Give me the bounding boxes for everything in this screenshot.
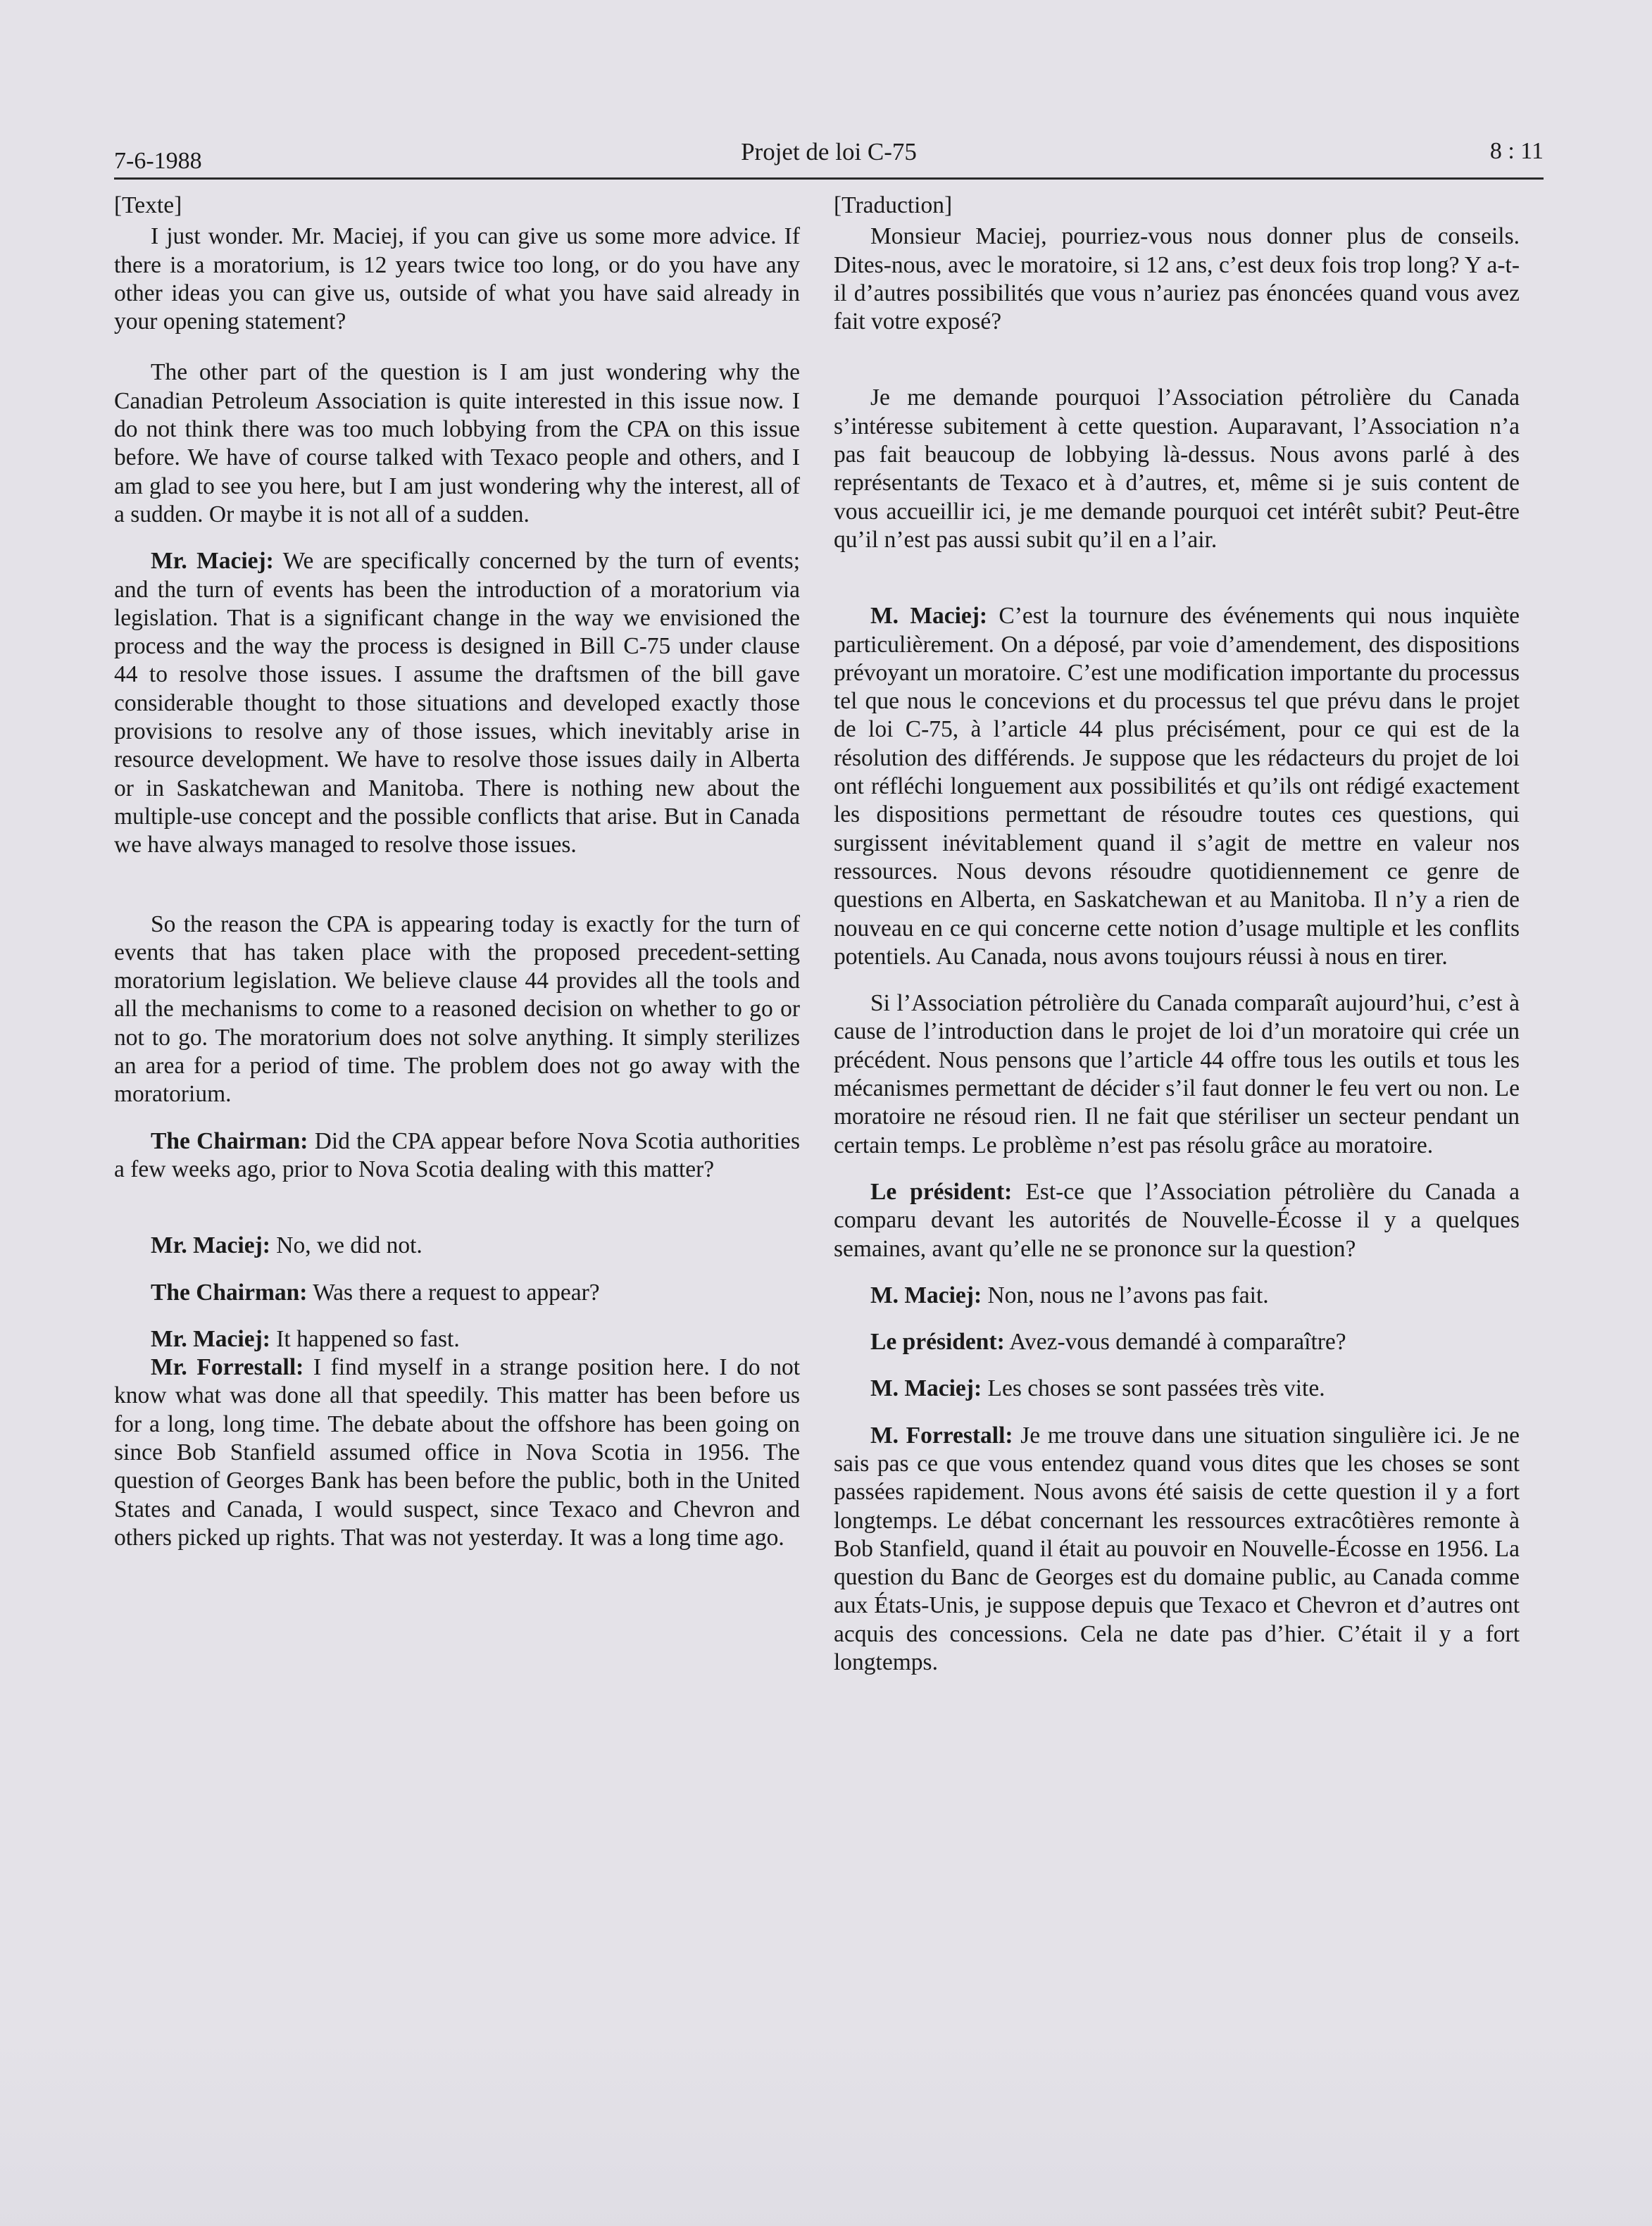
speaker-name: M. Maciej: (870, 603, 988, 630)
texte-label: [Texte] (114, 192, 182, 218)
traduction-label: [Traduction] (834, 192, 953, 218)
page-shadow (0, 2028, 1652, 2226)
speaker-name: M. Maciej: (870, 1375, 982, 1402)
paragraph (834, 1422, 1520, 1677)
paragraph-text: Monsieur Maciej, pourriez-vous nous donner plus de conseils. Dites-nous, avec le moratoire, si 12 ans, c’est deux fois trop long? Y a-t-il d’autres possibilités que vous n’auriez pas énoncées quand vous avez fait votre exposé? (834, 223, 1520, 335)
page-header (114, 138, 1544, 180)
paragraph (114, 1232, 800, 1260)
speaker-name: Mr. Maciej: (151, 548, 274, 575)
paragraph-text: I just wonder. Mr. Maciej, if you can give us some more advice. If there is a moratorium, is 12 years twice too long, or do you have any other ideas you can give us, outside of what you have said already in your opening statement? (114, 223, 800, 335)
paragraph-text: The other part of the question is I am just wondering why the Canadian Petroleum Association is quite interested in this issue now. I do not think there was too much lobbying from the CPA on this issue before. We have of course talked with Texaco people and others, and I am glad to see you here, but I am just wondering why the interest, all of a sudden. Or maybe it is not all of a sudden. (114, 359, 800, 527)
paragraph (114, 1353, 800, 1552)
paragraph-text: Est-ce que l’Association pétrolière du Canada a comparu devant les autorités de Nouvelle-Écosse il y a quelques semaines, avant qu’elle ne se prononce sur la question? (834, 1178, 1520, 1262)
paragraph-text: Non, nous ne l’avons pas fait. (987, 1282, 1269, 1308)
speaker-name: Le président: (870, 1178, 1013, 1205)
speaker-name: Mr. Maciej: (151, 1325, 270, 1352)
speaker-name: The Chairman: (151, 1127, 308, 1154)
right-column-french (834, 192, 1520, 1677)
header-title: Projet de loi C-75 (741, 138, 917, 165)
paragraph (114, 547, 800, 859)
paragraph (834, 1178, 1520, 1263)
paragraph (834, 1375, 1520, 1403)
paragraph-text: Les choses se sont passées très vite. (987, 1375, 1325, 1402)
paragraph (114, 1279, 800, 1307)
paragraph (834, 223, 1520, 336)
header-date: 7-6-1988 (114, 148, 202, 174)
paragraph-text: Was there a request to appear? (313, 1279, 600, 1306)
speaker-name: Mr. Maciej: (151, 1232, 270, 1259)
paragraph-text: We are specifically concerned by the turn of events; and the turn of events has been the introduction of a moratorium via legislation. That is a significant change in the way we envisioned the process and the way the process is designed in Bill C-75 under clause 44 to resolve those issues. I assume the draftsmen of the bill gave considerable thought to those situations and developed exactly those provisions to resolve any of those issues, which inevitably arise in resource development. We have to resolve those issues daily in Alberta or in Saskatchewan and Manitoba. There is nothing new about the multiple-use concept and the possible conflicts that arise. But in Canada we have always managed to resolve those issues. (114, 548, 800, 858)
paragraph (114, 1325, 800, 1353)
paragraph-text: It happened so fast. (276, 1325, 460, 1352)
left-column-english (114, 192, 800, 1552)
paragraph-text: Je me demande pourquoi l’Association pétrolière du Canada s’intéresse subitement à cette question. Auparavant, l’Association n’a pas fait beaucoup de lobbying là-dessus. Nous avons parlé à des représentants de Texaco et à d’autres, et, même si je suis content de vous accueillir ici, je me demande pourquoi cet intérêt subit? Peut-être qu’il n’est pas aussi subit qu’il en a l’air. (834, 384, 1520, 553)
paragraph-text: Avez-vous demandé à comparaître? (1009, 1329, 1346, 1356)
paragraph (114, 1127, 800, 1184)
paragraph-text: So the reason the CPA is appearing today is exactly for the turn of events that has taken place with the proposed precedent-setting moratorium legislation. We believe clause 44 provides all the tools and all the mechanisms to come to a reasoned decision on whether to go or not to go. The moratorium does not solve anything. It simply sterilizes an area for a period of time. The problem does not go away with the moratorium. (114, 911, 800, 1108)
speaker-name: M. Forrestall: (870, 1422, 1013, 1449)
paragraph-text: Je me trouve dans une situation singulière ici. Je ne sais pas ce que vous entendez quand vous dites que les choses se sont passées rapidement. Nous avons été saisis de cette question il y a fort longtemps. Le débat concernant les ressources extracôtières remonte à Bob Stanfield, quand il était au pouvoir en Nouvelle-Écosse en 1956. La question du Banc de Georges est du domaine public, au Canada comme aux États-Unis, je suppose depuis que Texaco et Chevron et d’autres ont acquis des concessions. Cela ne date pas d’hier. C’était il y a fort longtemps. (834, 1422, 1520, 1676)
speaker-name: The Chairman: (151, 1279, 308, 1306)
paragraph-text: C’est la tournure des événements qui nous inquiète particulièrement. On a déposé, par voie d’amendement, des dispositions prévoyant un moratoire. C’est une modification importante du processus tel que nous le concevions et du processus tel que prévu dans le projet de loi C-75, à l’article 44 plus précisément, pour ce qui est de la résolution des différends. Je suppose que les rédacteurs du projet de loi ont réfléchi longuement aux possibilités et qu’ils ont rédigé exactement les dispositions permettant de résoudre toutes ces questions, qui surgissent inévitablement quand il s’agit de mettre en valeur nos ressources. Nous devons résoudre quotidiennement ce genre de questions en Alberta, en Saskatchewan et au Manitoba. Il n’y a rien de nouveau en ce qui concerne cette notion d’usage multiple et les conflits potentiels. Au Canada, nous avons toujours réussi à nous en tirer. (834, 603, 1520, 970)
paragraph (114, 223, 800, 336)
paragraph (834, 602, 1520, 971)
paragraph-text: I find myself in a strange position here. I do not know what was done all that speedily. This matter has been before us for a long, long time. The debate about the offshore has been going on since Bob Stanfield assumed office in Nova Scotia in 1956. The question of Georges Bank has been before the public, both in the United States and Canada, I would suspect, since Texaco and Chevron and others picked up rights. That was not yesterday. It was a long time ago. (114, 1354, 801, 1551)
speaker-name: M. Maciej: (870, 1282, 982, 1308)
paragraph-text: No, we did not. (276, 1232, 423, 1259)
speaker-name: Mr. Forrestall: (151, 1354, 304, 1381)
paragraph (834, 1282, 1520, 1310)
paragraph-text: Si l’Association pétrolière du Canada comparaît aujourd’hui, c’est à cause de l’introduction dans le projet de loi d’un moratoire qui crée un précédent. Nous pensons que l’article 44 offre tous les outils et tous les mécanismes permettant de décider s’il faut donner le feu vert ou non. Le moratoire ne résoud rien. Il ne fait que stériliser un secteur pendant un certain temps. Le problème n’est pas résolu grâce au moratoire. (834, 990, 1520, 1158)
paragraph-text: Did the CPA appear before Nova Scotia authorities a few weeks ago, prior to Nova Scotia dealing with this matter? (114, 1127, 801, 1182)
paragraph (834, 989, 1520, 1160)
paragraph (834, 1328, 1520, 1356)
paragraph (834, 384, 1520, 554)
paragraph (114, 911, 800, 1109)
speaker-name: Le président: (870, 1329, 1005, 1356)
header-page-number: 8 : 11 (1489, 138, 1544, 164)
paragraph (114, 358, 800, 529)
